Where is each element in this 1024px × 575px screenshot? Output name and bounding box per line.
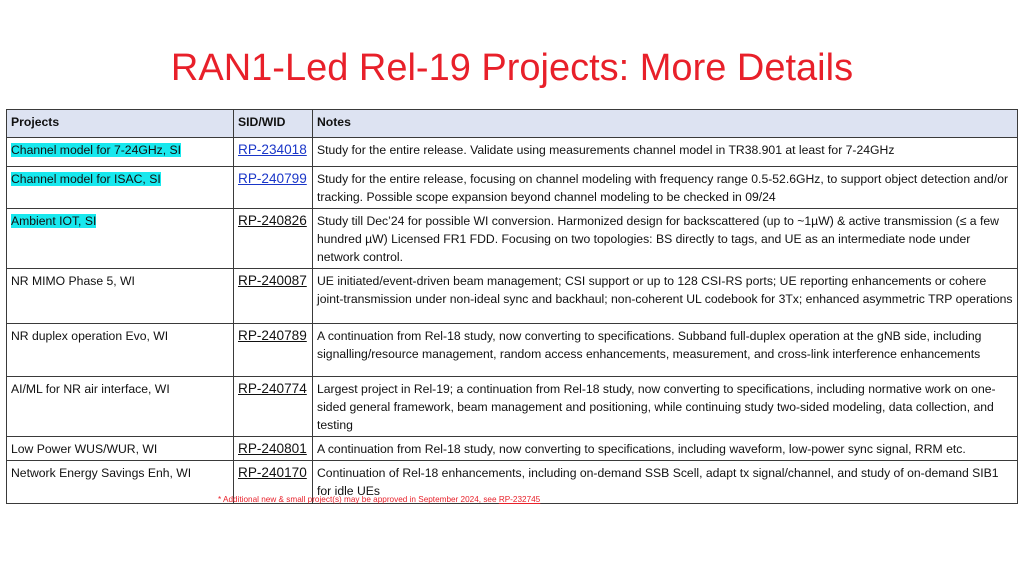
header-notes: Notes [313,110,1018,138]
project-name: Low Power WUS/WUR, WI [11,442,158,456]
table-row [7,209,1018,269]
project-name: Network Energy Savings Enh, WI [11,466,192,480]
project-name: Channel model for 7-24GHz, SI [11,143,182,157]
project-cell [7,167,234,209]
project-name: NR duplex operation Evo, WI [11,329,169,343]
notes-cell: A continuation from Rel-18 study, now converting to specifications, including waveform, low-power sync signal, RRM etc. [313,437,1018,461]
table-header-row [7,110,1018,138]
project-name: AI/ML for NR air interface, WI [11,382,170,396]
notes-cell: Largest project in Rel-19; a continuation from Rel-18 study, now converting to specifications, including normative work on one-sided general framework, beam management and positioning, while continuing study two-sided modeling, data collection, and testing [313,377,1018,437]
table-row [7,269,1018,324]
sid-cell [234,167,313,209]
notes-cell: Study till Dec’24 for possible WI conversion. Harmonized design for backscattered (up to ~1µW) & active transmission (≤ a few hundred µW) Licensed FR1 FDD. Focusing on two topologies: BS directly to tags, and UE as an intermediate node under network control. [313,209,1018,269]
sid-link[interactable]: RP-240799 [238,171,307,186]
sid-link[interactable]: RP-240170 [238,465,307,480]
table-row [7,377,1018,437]
project-name: Ambient IOT, SI [11,214,97,228]
projects-table [6,109,1018,504]
table-row [7,437,1018,461]
project-name: NR MIMO Phase 5, WI [11,274,135,288]
project-cell [7,377,234,437]
header-projects: Projects [7,110,234,138]
sid-cell [234,138,313,167]
sid-link[interactable]: RP-240801 [238,441,307,456]
sid-cell [234,377,313,437]
footnote [218,495,540,504]
sid-link[interactable]: RP-234018 [238,142,307,157]
sid-cell [234,324,313,377]
project-cell [7,461,234,504]
project-cell [7,324,234,377]
sid-cell [234,209,313,269]
table-row [7,138,1018,167]
sid-link[interactable]: RP-240826 [238,213,307,228]
footnote-link[interactable]: RP-232745 [498,495,541,504]
table-row [7,167,1018,209]
slide-title: RAN1-Led Rel-19 Projects: More Details [170,47,854,89]
sid-link[interactable]: RP-240789 [238,328,307,343]
notes-cell: Continuation of Rel-18 enhancements, including on-demand SSB Scell, adapt tx signal/channel, and study of on-demand SIB1 for idle UEs [313,461,1018,504]
project-name: Channel model for ISAC, SI [11,172,161,186]
sid-cell [234,437,313,461]
notes-cell: Study for the entire release, focusing on channel modeling with frequency range 0.5-52.6GHz, to support object detection and/or tracking. Possible scope expansion beyond channel modeling to be checked in 09/24 [313,167,1018,209]
sid-link[interactable]: RP-240087 [238,273,307,288]
project-cell [7,437,234,461]
sid-link[interactable]: RP-240774 [238,381,307,396]
sid-cell [234,269,313,324]
project-cell [7,138,234,167]
project-cell [7,269,234,324]
footnote-text: * Additional new & small project(s) may be approved in September 2024, see [218,495,499,504]
notes-cell: UE initiated/event-driven beam management; CSI support or up to 128 CSI-RS ports; UE reporting enhancements or cohere joint-transmission under non-ideal sync and backhaul; non-coherent UL codebook for 3Tx; enhanced asymmetric TRP operations [313,269,1018,324]
notes-cell: A continuation from Rel-18 study, now converting to specifications. Subband full-duplex operation at the gNB side, including signalling/resource management, random access enhancements, measurement, and cross-link interference enhancements [313,324,1018,377]
notes-cell: Study for the entire release. Validate using measurements channel model in TR38.901 at least for 7-24GHz [313,138,1018,167]
header-sid-wid: SID/WID [234,110,313,138]
table-row [7,324,1018,377]
project-cell [7,209,234,269]
